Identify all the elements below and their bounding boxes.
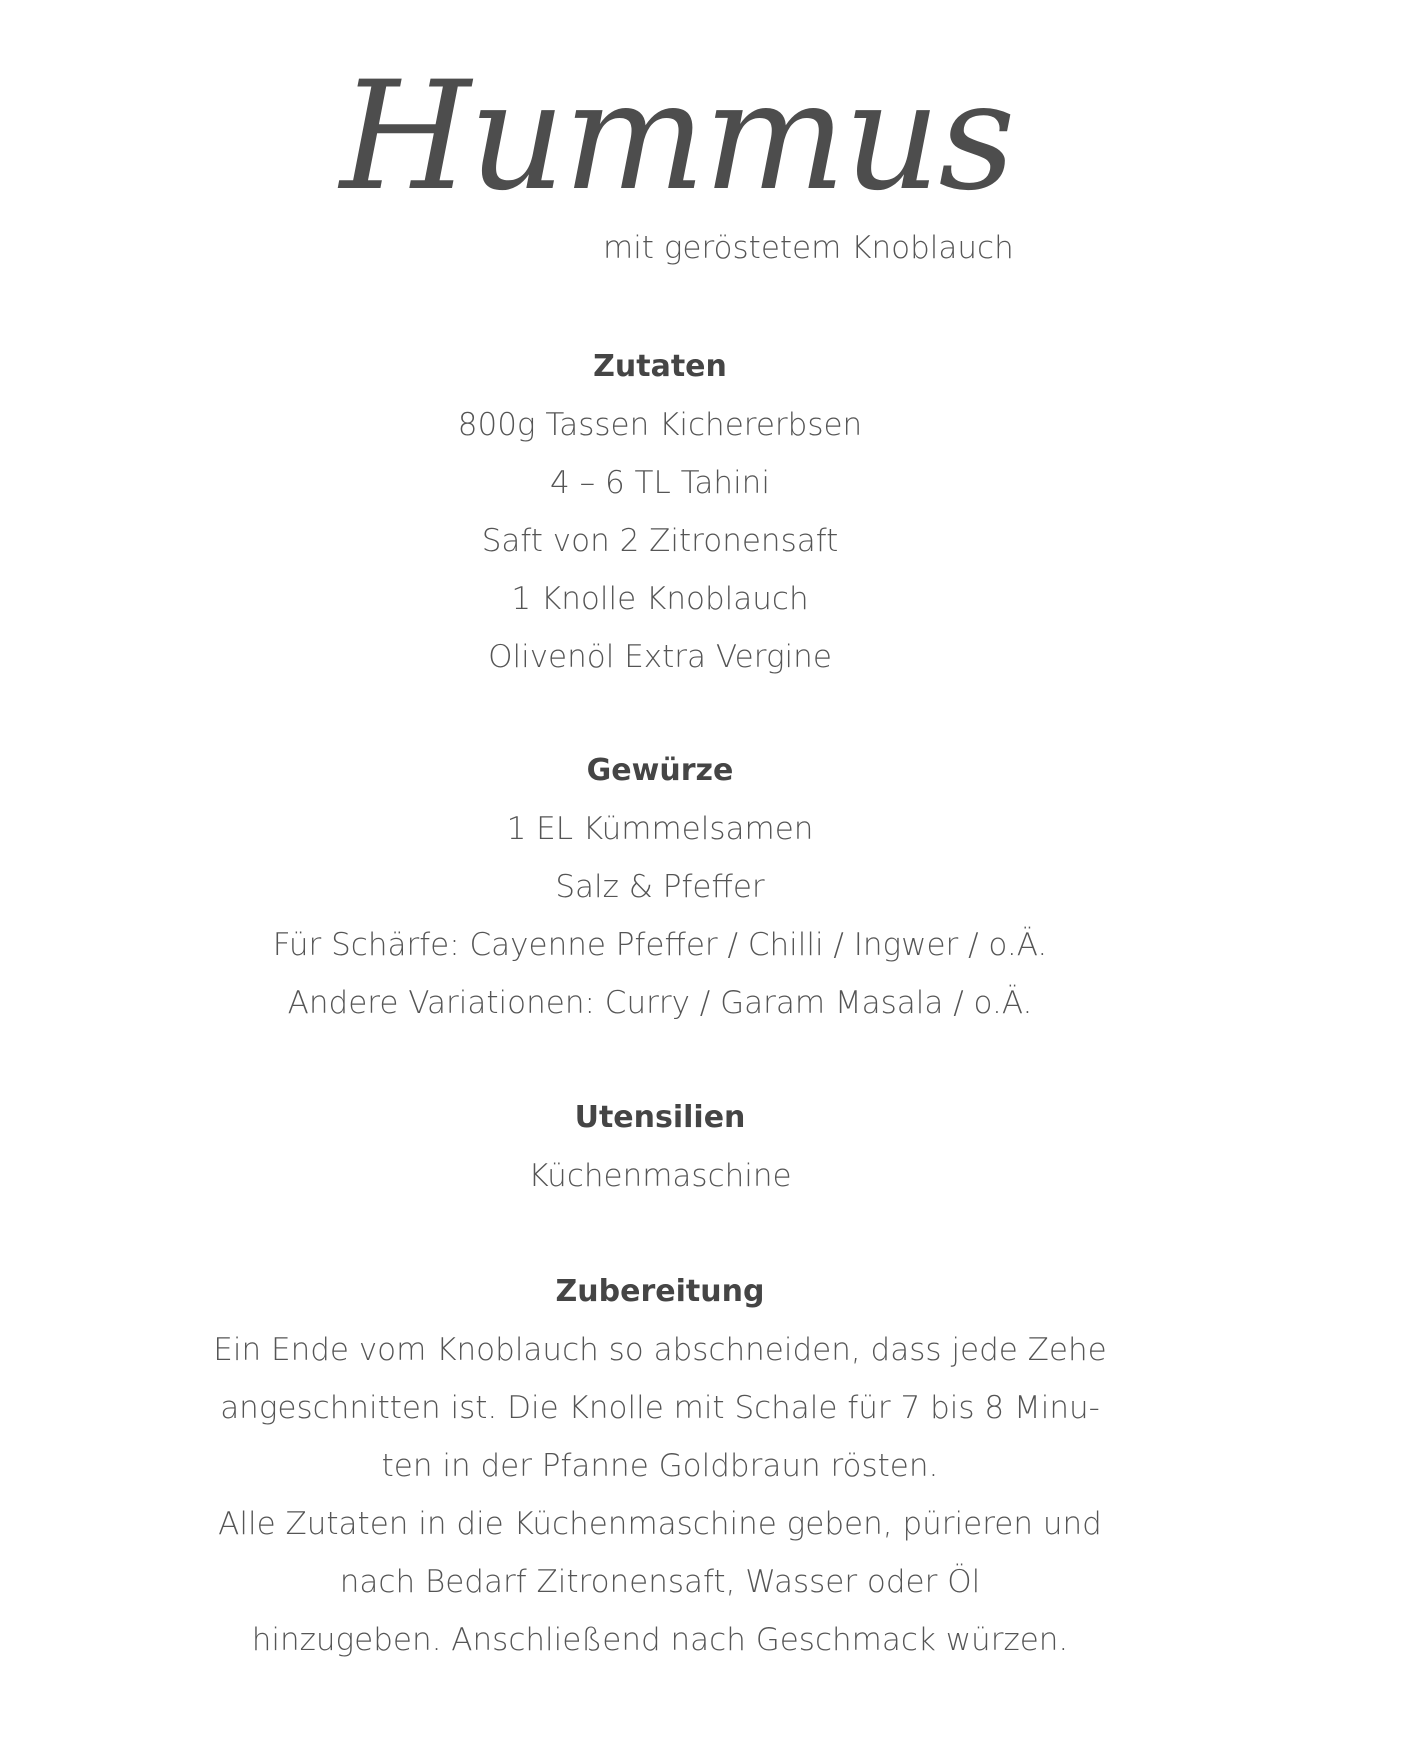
preparation-section	[0, 1263, 1320, 1669]
section-heading: Gewürze	[586, 753, 734, 788]
preparation-line: Alle Zutaten in die Küchenmaschine geben, pürieren und	[218, 1506, 1102, 1542]
ingredient-line: 800g Tassen Kichererbsen	[457, 407, 863, 443]
ingredient-line: Saft von 2 Zitronensaft	[481, 523, 839, 559]
preparation-line: Ein Ende vom Knoblauch so abschneiden, dass jede Zehe	[213, 1332, 1107, 1368]
utensil-line: Küchenmaschine	[528, 1158, 792, 1194]
recipe-subtitle: mit geröstetem Knoblauch	[603, 230, 1014, 266]
section-heading: Utensilien	[574, 1100, 746, 1135]
section-heading: Zubereitung	[555, 1274, 765, 1309]
ingredient-line: 4 – 6 TL Tahini	[550, 465, 770, 501]
recipe-header	[0, 40, 1417, 280]
spice-line: Salz & Pfeffer	[555, 869, 765, 905]
preparation-line: ten in der Pfanne Goldbraun rösten.	[381, 1448, 939, 1484]
utensils-section	[0, 1089, 1320, 1205]
preparation-line: angeschnitten ist. Die Knolle mit Schale für 7 bis 8 Minu-	[220, 1390, 1100, 1426]
section-heading: Zutaten	[593, 349, 727, 384]
ingredient-line: Olivenöl Extra Vergine	[488, 639, 832, 675]
ingredient-line: 1 Knolle Knoblauch	[511, 581, 809, 617]
spice-line: Für Schärfe: Cayenne Pfeffer / Chilli / Ingwer / o.Ä.	[272, 927, 1048, 963]
ingredients-section	[0, 338, 1320, 686]
spice-line: Andere Variationen: Curry / Garam Masala / o.Ä.	[287, 985, 1033, 1021]
preparation-line: nach Bedarf Zitronensaft, Wasser oder Öl	[339, 1564, 981, 1600]
spice-line: 1 EL Kümmelsamen	[506, 811, 814, 847]
recipe-title: Hummus	[340, 50, 1014, 224]
spices-section	[0, 742, 1320, 1032]
preparation-line: hinzugeben. Anschließend nach Geschmack würzen.	[251, 1622, 1069, 1658]
